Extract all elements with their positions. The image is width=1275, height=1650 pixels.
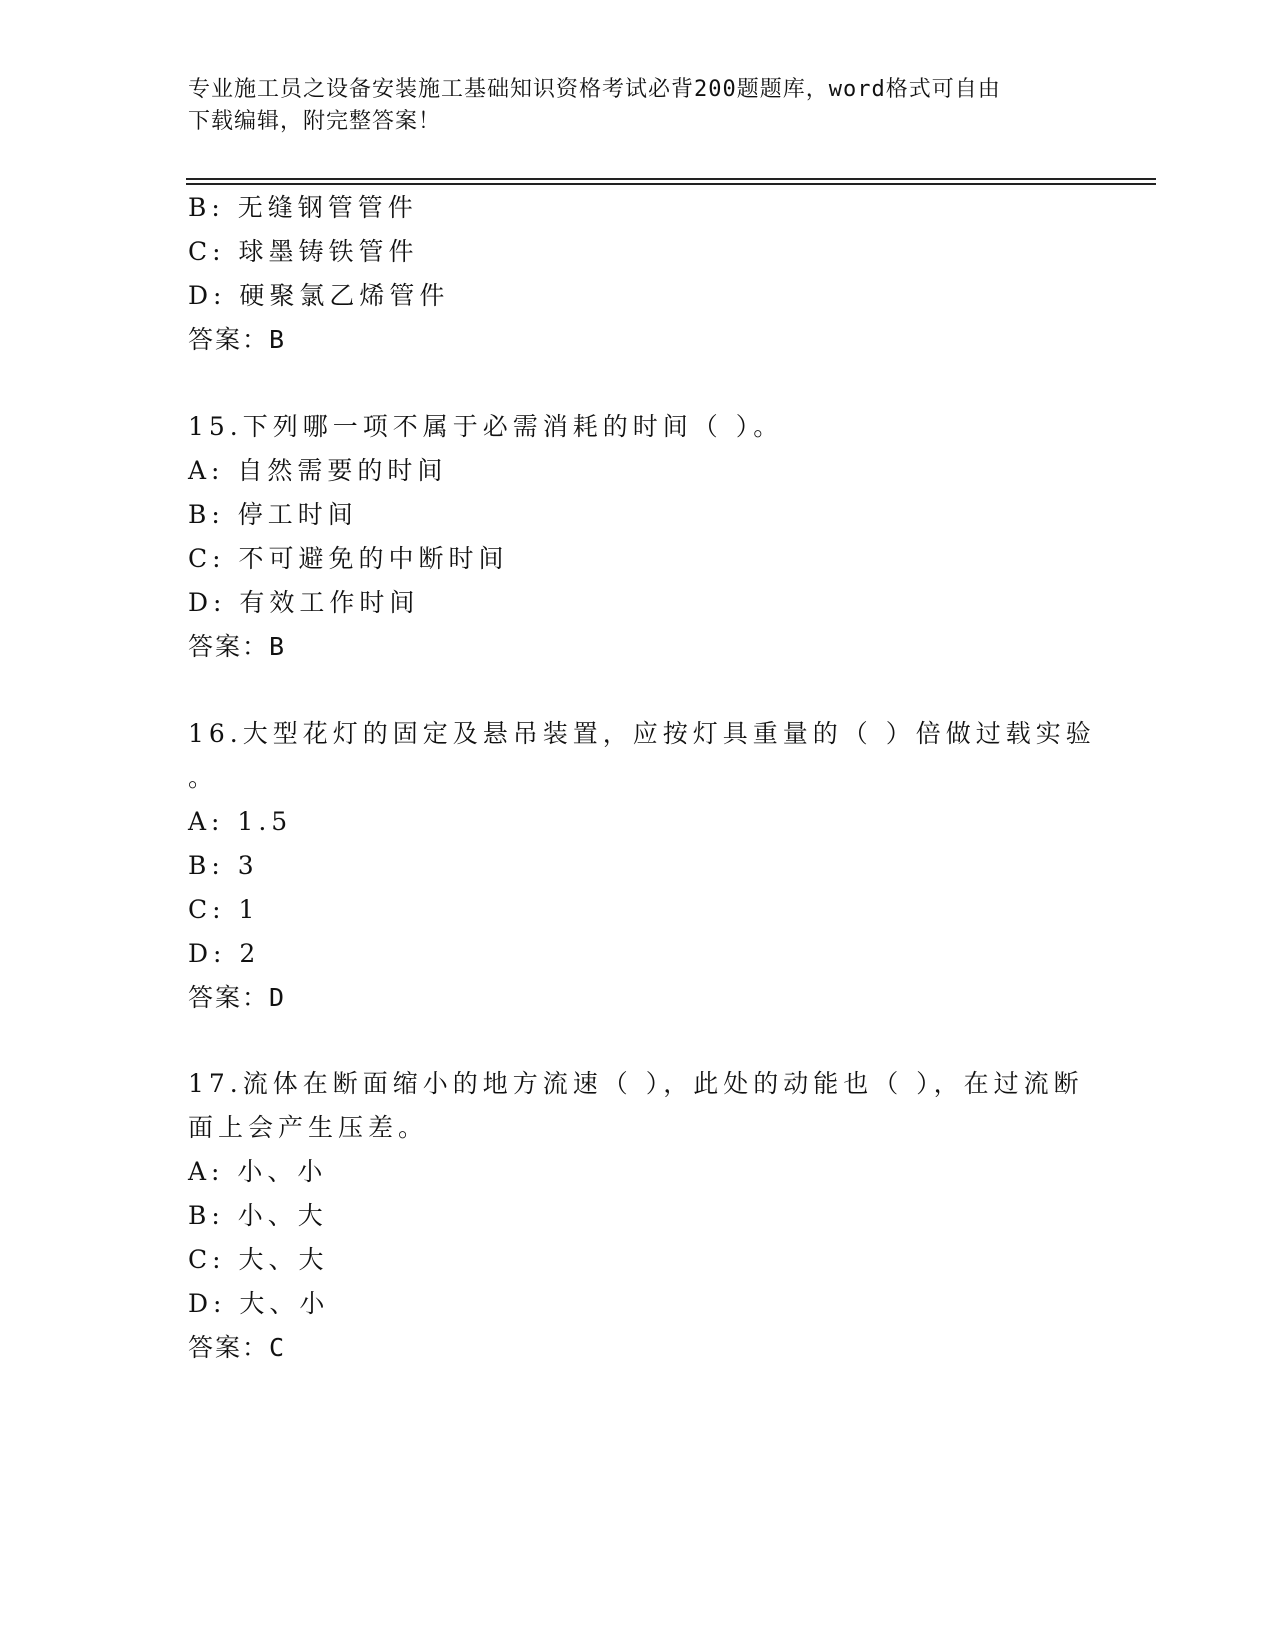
q17-stem-line-1: 17.流体在断面缩小的地方流速（ ），此处的动能也（ ），在过流断: [188, 1069, 1084, 1098]
q17-answer: 答案：C: [188, 1333, 287, 1362]
q16-option-a: A: 1.5: [188, 807, 293, 836]
q16-option-d: D: 2: [188, 939, 261, 968]
q15-option-d: D: 有效工作时间: [188, 588, 420, 617]
q17-option-d: D: 大、小: [188, 1289, 330, 1318]
q14-option-c: C: 球墨铸铁管件: [188, 237, 419, 266]
q16-stem-line-1: 16.大型花灯的固定及悬吊装置，应按灯具重量的（ ）倍做过载实验: [188, 719, 1096, 748]
header-divider-top: [186, 178, 1156, 180]
q14-option-b: B: 无缝钢管管件: [188, 193, 418, 222]
q16-stem-line-2: 。: [188, 763, 219, 792]
q16-option-b: B: 3: [188, 851, 259, 880]
q17-option-c: C: 大、大: [188, 1245, 329, 1274]
document-header: [188, 74, 1068, 138]
q14-answer: 答案：B: [188, 325, 287, 354]
q17-option-b: B: 小、大: [188, 1201, 328, 1230]
q15-option-b: B: 停工时间: [188, 500, 358, 529]
header-line-2: 下载编辑，附完整答案！: [188, 109, 442, 134]
header-line-1: 专业施工员之设备安装施工基础知识资格考试必背200题题库，word格式可自由: [188, 77, 1001, 102]
q17-stem-line-2: 面上会产生压差。: [188, 1113, 429, 1142]
q15-stem: 15.下列哪一项不属于必需消耗的时间（ ）。: [188, 412, 784, 441]
q14-option-d: D: 硬聚氯乙烯管件: [188, 281, 450, 310]
q15-option-c: C: 不可避免的中断时间: [188, 544, 509, 573]
q15-answer: 答案：B: [188, 632, 287, 661]
q17-option-a: A: 小、小: [188, 1157, 328, 1186]
q16-answer: 答案：D: [188, 983, 287, 1012]
q16-option-c: C: 1: [188, 895, 260, 924]
q15-option-a: A: 自然需要的时间: [188, 456, 448, 485]
header-divider-bottom: [186, 183, 1156, 185]
